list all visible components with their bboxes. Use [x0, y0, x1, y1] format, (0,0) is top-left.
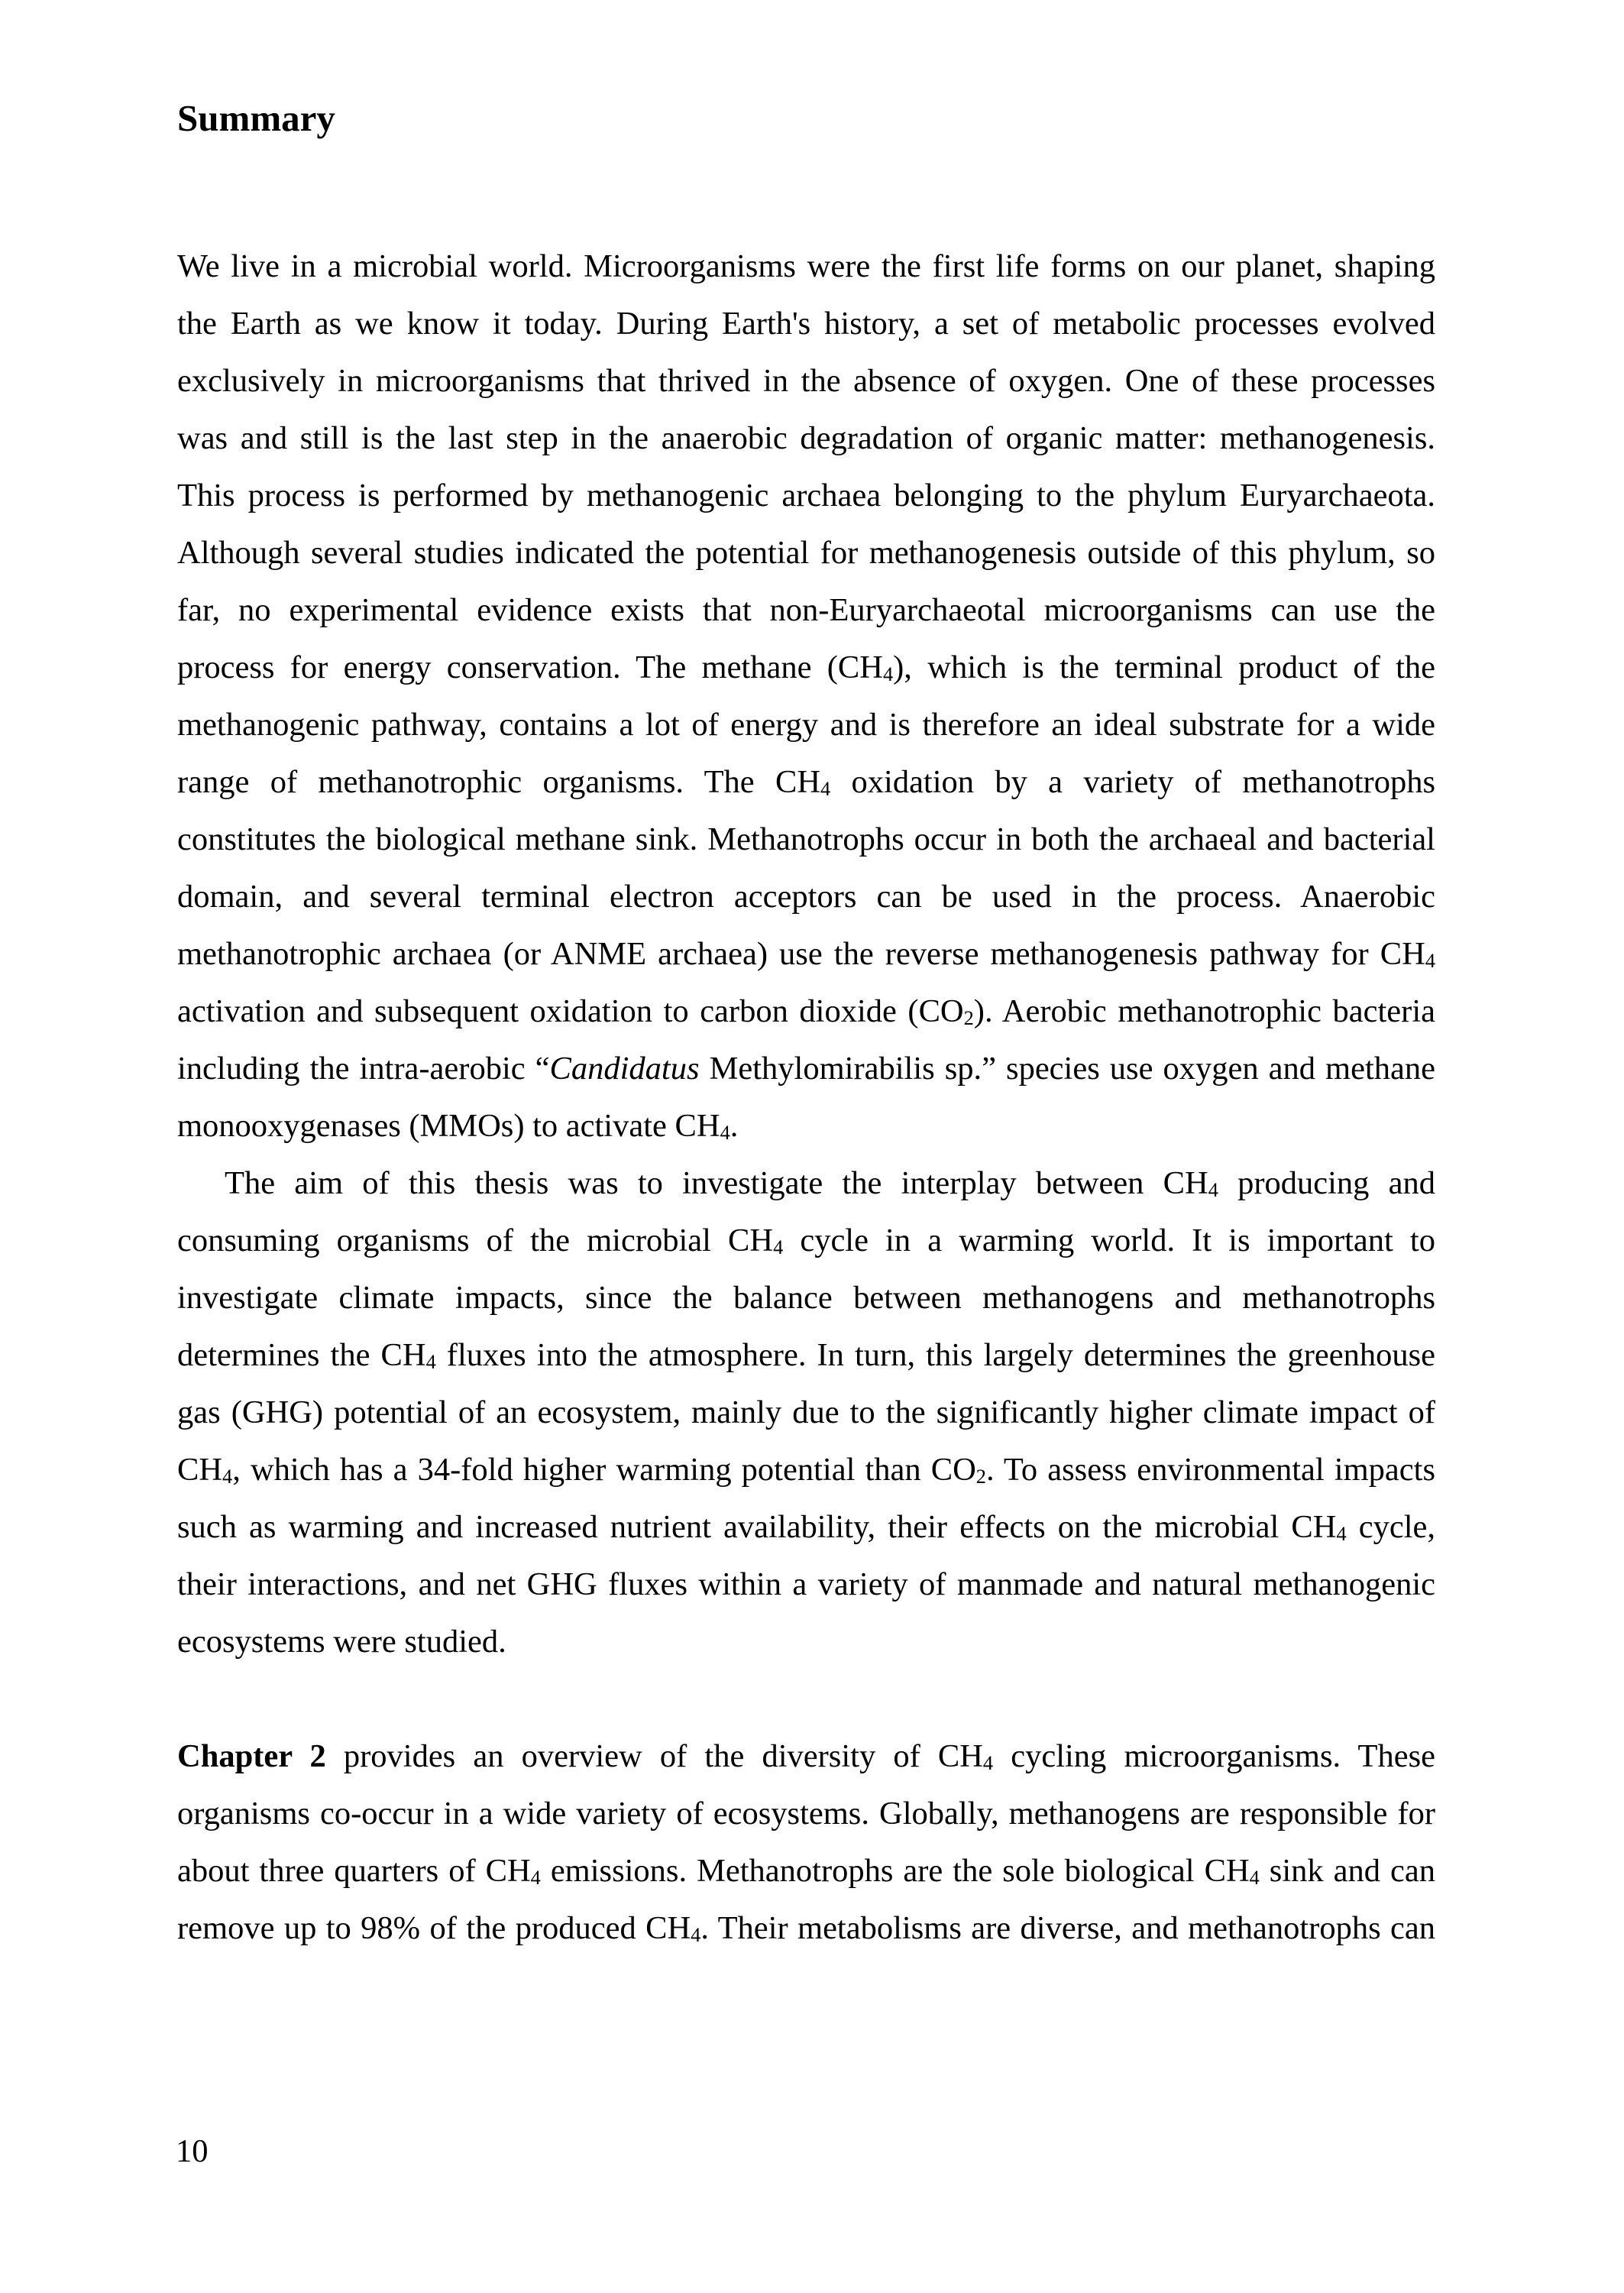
- text-line: [177, 1097, 1435, 1155]
- text-line: [177, 753, 1435, 811]
- text-segment: exclusively in microorganisms that thrived in the absence of oxygen. One of these processes: [177, 363, 1435, 399]
- text-segment: investigate climate impacts, since the balance between methanogens and methanotrophs: [177, 1280, 1435, 1316]
- subscript-text: 4: [1208, 1178, 1218, 1201]
- text-line: [177, 811, 1435, 868]
- text-segment: This process is performed by methanogenic archaea belonging to the phylum Euryarchaeota.: [177, 478, 1435, 513]
- text-segment: Candidatus: [549, 1051, 700, 1087]
- paragraph: [177, 1155, 1435, 1670]
- text-segment: methanotrophic archaea (or ANME archaea) use the reverse methanogenesis pathway for CH: [177, 936, 1425, 972]
- text-segment: producing and: [1218, 1165, 1435, 1201]
- text-segment: organisms co-occur in a wide variety of ecosystems. Globally, methanogens are responsible for: [177, 1796, 1435, 1831]
- text-line: [177, 1842, 1435, 1899]
- page-number: 10: [176, 2133, 209, 2169]
- text-segment: constitutes the biological methane sink. Methanotrophs occur in both the archaeal and bacterial: [177, 821, 1435, 857]
- text-line: [177, 1613, 1435, 1670]
- text-segment: about three quarters of CH: [177, 1853, 531, 1889]
- text-segment: Methylomirabilis sp.” species use oxygen and methane: [699, 1051, 1435, 1087]
- text-segment: We live in a microbial world. Microorganisms were the first life forms on our planet, shaping: [177, 248, 1435, 284]
- text-segment: cycle in a warming world. It is important to: [783, 1223, 1435, 1258]
- text-segment: remove up to 98% of the produced CH: [177, 1910, 691, 1946]
- text-segment: process for energy conservation. The methane (CH: [177, 649, 883, 685]
- text-line: [177, 1556, 1435, 1613]
- text-segment: oxidation by a variety of methanotrophs: [830, 764, 1435, 800]
- subscript-text: 4: [720, 1121, 730, 1144]
- text-line: [177, 1498, 1435, 1556]
- text-segment: . To assess environmental impacts: [985, 1452, 1435, 1488]
- text-line: [177, 1269, 1435, 1326]
- text-segment: CH: [177, 1452, 223, 1488]
- text-segment: Chapter 2: [177, 1738, 326, 1774]
- text-segment: provides an overview of the diversity of CH: [325, 1738, 983, 1774]
- section-title: Summary: [177, 97, 335, 139]
- text-segment: the Earth as we know it today. During Earth's history, a set of metabolic processes evolved: [177, 306, 1435, 342]
- text-segment: fluxes into the atmosphere. In turn, this largely determines the greenhouse: [435, 1337, 1435, 1373]
- text-line: [177, 1212, 1435, 1269]
- subscript-text: 2: [975, 1465, 986, 1488]
- text-line: [177, 410, 1435, 467]
- text-line: [177, 983, 1435, 1040]
- text-segment: . Their metabolisms are diverse, and methanotrophs can: [700, 1910, 1435, 1946]
- subscript-text: 4: [425, 1350, 436, 1373]
- document-body: [177, 238, 1435, 1957]
- text-line: [177, 1326, 1435, 1384]
- text-line: [177, 524, 1435, 581]
- text-line: [177, 1040, 1435, 1097]
- text-segment: consuming organisms of the microbial CH: [177, 1223, 774, 1258]
- subscript-text: 4: [1425, 949, 1435, 972]
- text-segment: their interactions, and net GHG fluxes within a variety of manmade and natural methanogenic: [177, 1566, 1435, 1602]
- text-line: [177, 238, 1435, 295]
- subscript-text: 4: [882, 662, 894, 685]
- text-line: [177, 868, 1435, 925]
- text-segment: ecosystems were studied.: [177, 1624, 506, 1660]
- text-line: [177, 925, 1435, 983]
- subscript-text: 2: [963, 1006, 974, 1029]
- text-line: [177, 1785, 1435, 1842]
- text-line: [177, 352, 1435, 410]
- text-segment: The aim of this thesis was to investigate the interplay between CH: [225, 1165, 1208, 1201]
- text-segment: , which has a 34-fold higher warming potential than CO: [232, 1452, 976, 1488]
- text-segment: determines the CH: [177, 1337, 426, 1373]
- text-segment: domain, and several terminal electron acceptors can be used in the process. Anaerobic: [177, 879, 1435, 915]
- text-segment: ). Aerobic methanotrophic bacteria: [973, 993, 1435, 1029]
- subscript-text: 4: [222, 1465, 233, 1488]
- text-line: [177, 295, 1435, 352]
- subscript-text: 4: [1249, 1866, 1260, 1889]
- subscript-text: 4: [1336, 1522, 1347, 1545]
- subscript-text: 4: [691, 1923, 701, 1946]
- text-segment: range of methanotrophic organisms. The CH: [177, 764, 821, 800]
- text-segment: cycle,: [1346, 1509, 1435, 1545]
- text-segment: emissions. Methanotrophs are the sole biological CH: [540, 1853, 1250, 1889]
- text-line: [177, 1384, 1435, 1441]
- text-segment: Although several studies indicated the potential for methanogenesis outside of this phylum, so: [177, 535, 1435, 571]
- text-line: [177, 581, 1435, 639]
- text-segment: activation and subsequent oxidation to carbon dioxide (CO: [177, 993, 964, 1029]
- text-segment: .: [730, 1108, 739, 1144]
- subscript-text: 4: [530, 1866, 541, 1889]
- text-segment: sink and can: [1259, 1853, 1435, 1889]
- text-line: [177, 696, 1435, 753]
- text-line: [177, 1441, 1435, 1498]
- subscript-text: 4: [773, 1236, 784, 1258]
- text-segment: including the intra-aerobic “: [177, 1051, 550, 1087]
- text-line: [177, 639, 1435, 696]
- text-segment: monooxygenases (MMOs) to activate CH: [177, 1108, 720, 1144]
- text-segment: ), which is the terminal product of the: [893, 649, 1436, 685]
- text-line: [177, 467, 1435, 524]
- paragraph: [177, 1728, 1435, 1957]
- text-segment: far, no experimental evidence exists that non-Euryarchaeotal microorganisms can use the: [177, 592, 1435, 628]
- paragraph: [177, 238, 1435, 1155]
- text-segment: was and still is the last step in the anaerobic degradation of organic matter: methanogenesis.: [177, 420, 1435, 456]
- text-segment: such as warming and increased nutrient availability, their effects on the microbial CH: [177, 1509, 1337, 1545]
- text-segment: gas (GHG) potential of an ecosystem, mainly due to the significantly higher climate impact of: [177, 1394, 1435, 1430]
- subscript-text: 4: [982, 1751, 994, 1774]
- text-segment: methanogenic pathway, contains a lot of energy and is therefore an ideal substrate for a wide: [177, 707, 1435, 743]
- subscript-text: 4: [820, 777, 831, 800]
- text-line: [177, 1899, 1435, 1957]
- text-segment: cycling microorganisms. These: [993, 1738, 1435, 1774]
- text-line: [177, 1728, 1435, 1785]
- text-line: [177, 1155, 1435, 1212]
